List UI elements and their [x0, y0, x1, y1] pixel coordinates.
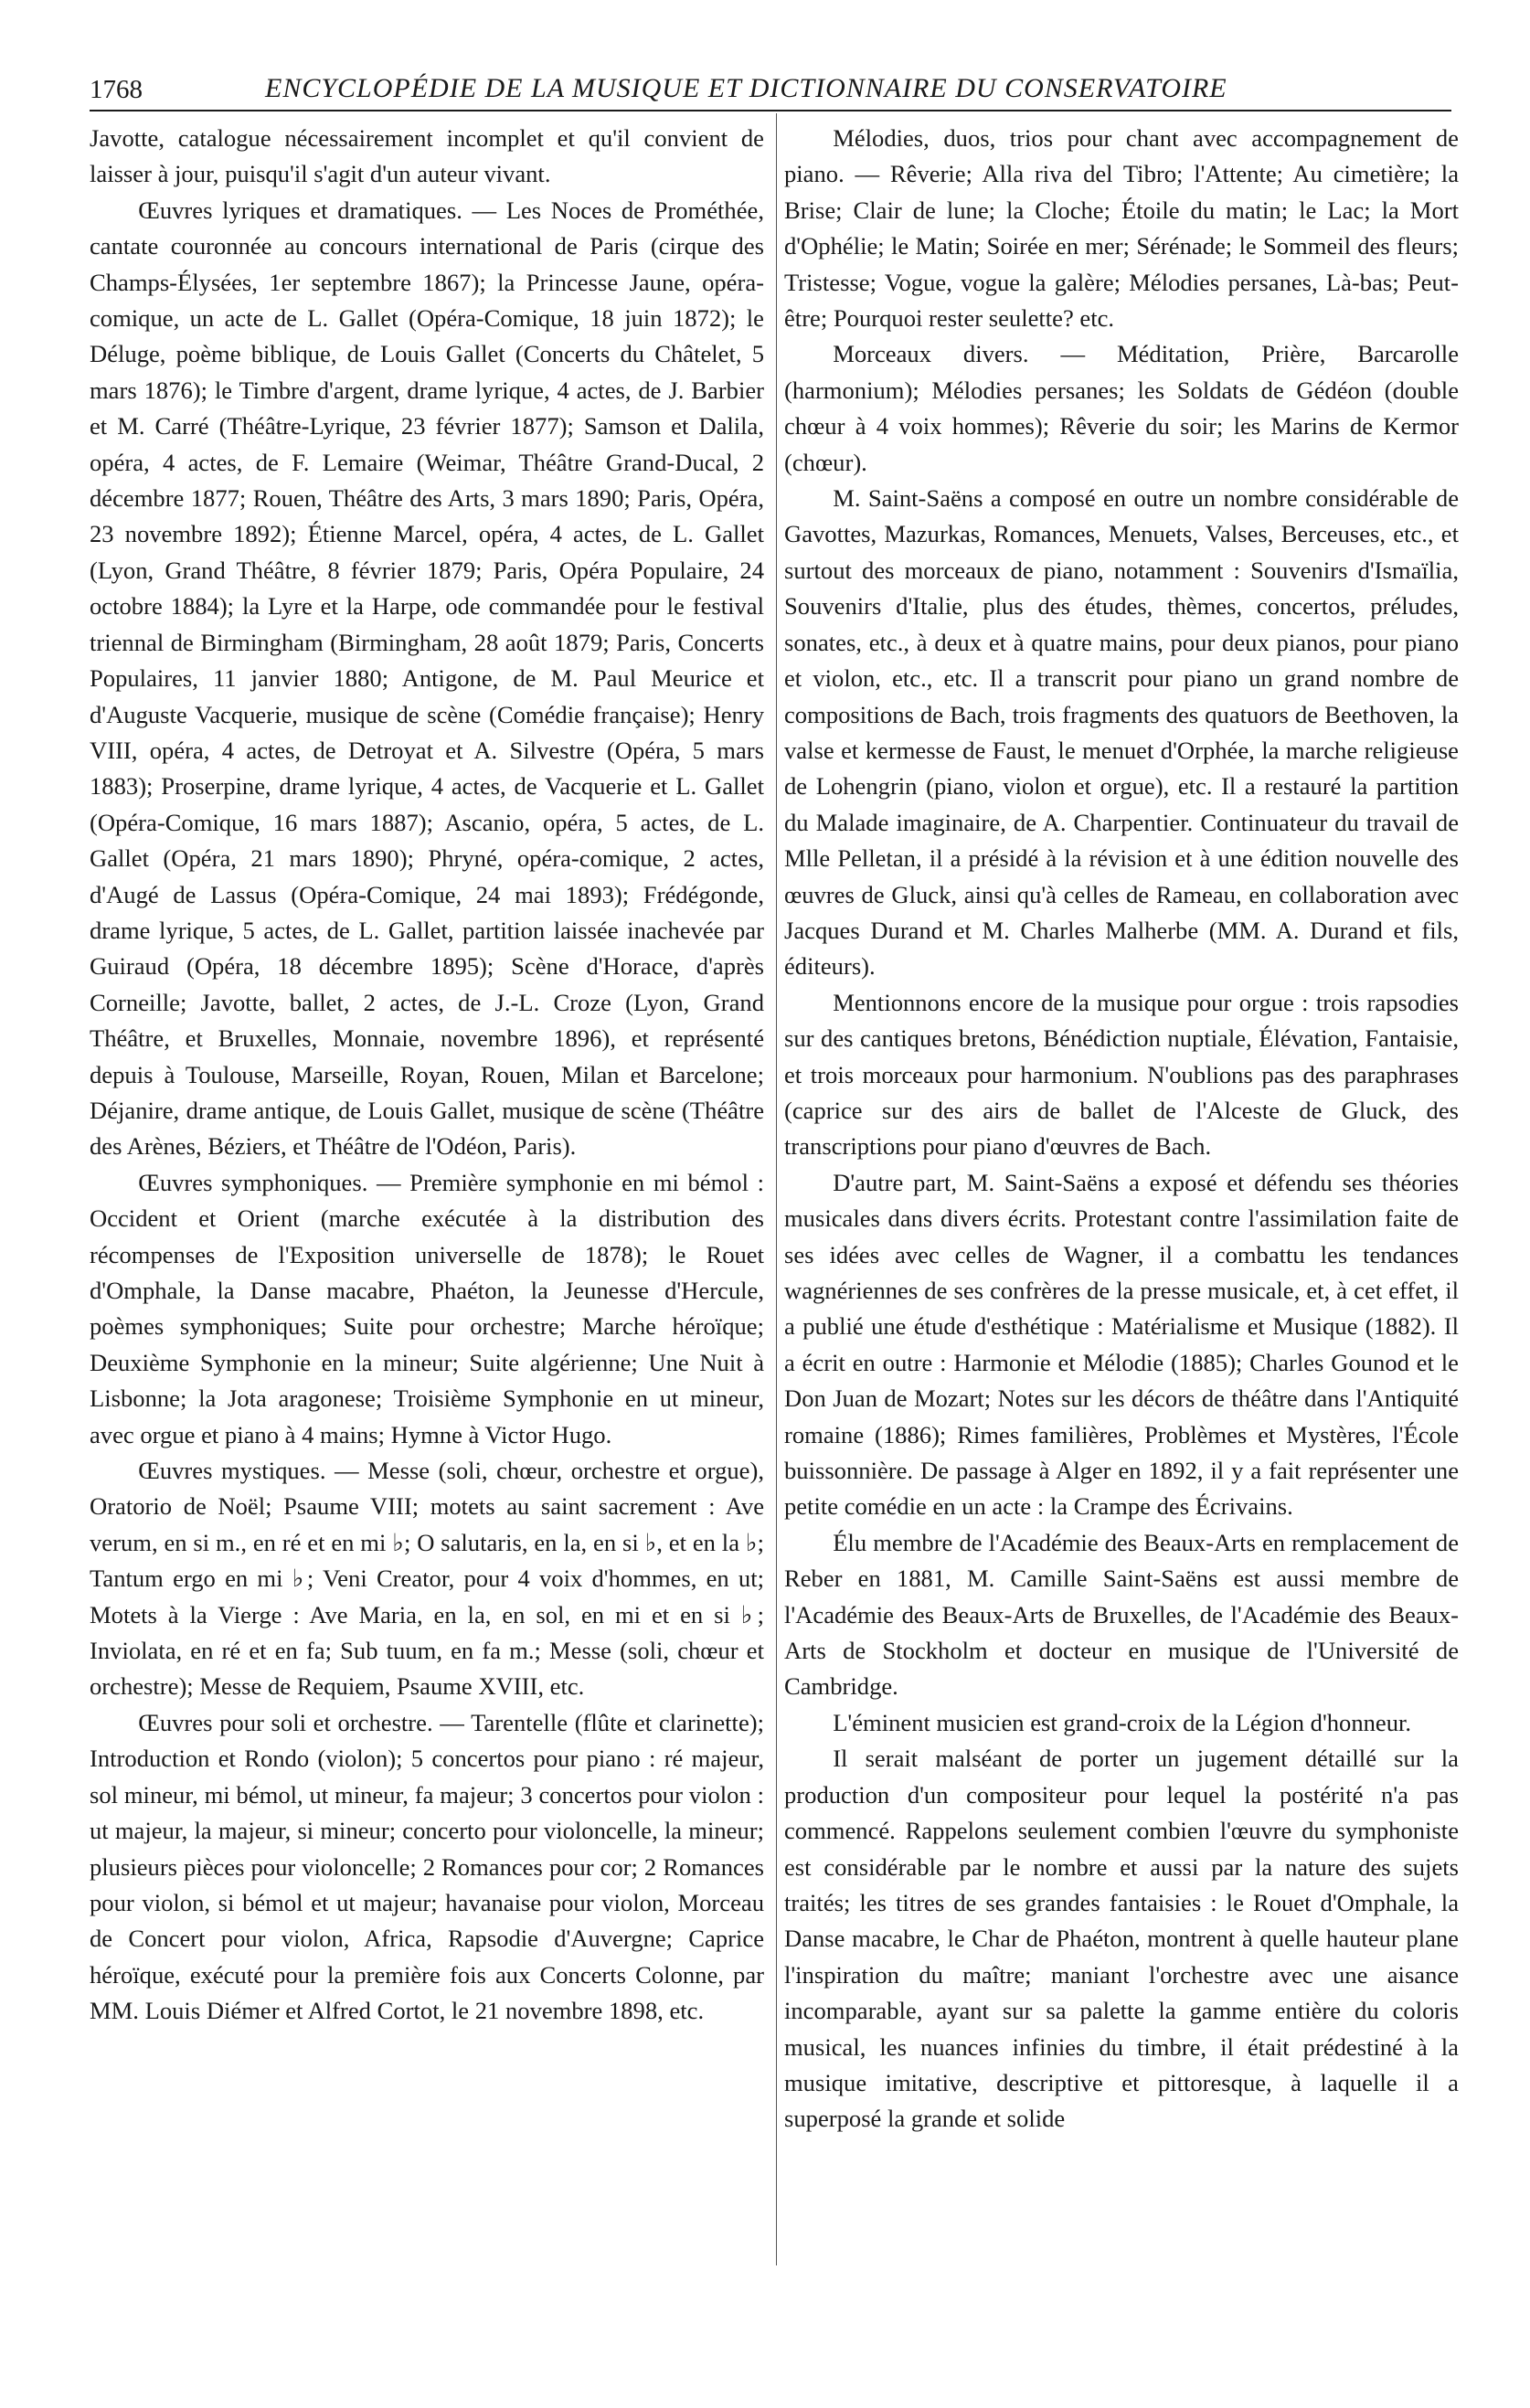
paragraph: Œuvres mystiques. — Messe (soli, chœur, orchestre et orgue), Oratorio de Noël; Psaume VIII; motets au saint sacrement : Ave verum, en si m., en ré et en mi ♭; O salutaris, en la, en si ♭, et en la ♭; Tantum ergo en mi ♭; Veni Creator, pour 4 voix d'hommes, en ut; Motets à la Vierge : Ave Maria, en la, en sol, en mi et en si ♭; Inviolata, en ré et en fa; Sub tuum, en fa m.; Messe (soli, chœur et orchestre); Messe de Requiem, Psaume XVIII, etc.: [90, 1457, 764, 1701]
paragraph: D'autre part, M. Saint-Saëns a exposé et défendu ses théories musicales dans divers écrits. Protestant contre l'assimilation faite de ses idées avec celles de Wagner, il a combattu les tendances wagnériennes de ses confrères de la presse musicale, et, à cet effet, il a publié une étude d'esthétique : Matérialisme et Musique (1882). Il a écrit en outre : Harmonie et Mélodie (1885); Charles Gounod et le Don Juan de Mozart; Notes sur les décors de théâtre dans l'Antiquité romaine (1886); Rimes familières, Problèmes et Mystères, l'École buissonnière. De passage à Alger en 1892, il y a fait représenter une petite comédie en un acte : la Crampe des Écrivains.: [784, 1168, 1459, 1521]
column-divider: [776, 113, 777, 2265]
paragraph: L'éminent musicien est grand-croix de la Légion d'honneur.: [833, 1708, 1412, 1736]
paragraph: M. Saint-Saëns a composé en outre un nombre considérable de Gavottes, Mazurkas, Romances, Menuets, Valses, Berceuses, etc., et surtout des morceaux de piano, notamment : Souvenirs d'Ismaïlia, Souvenirs d'Italie, plus des études, thèmes, concertos, préludes, sonates, etc., à deux et à quatre mains, pour deux pianos, pour piano et violon, etc., etc. Il a transcrit pour piano un grand nombre de compositions de Bach, trois fragments des quatuors de Beethoven, la valse et kermesse de Faust, le menuet d'Orphée, la marche religieuse de Lohengrin (piano, violon et orgue), etc. Il a restauré la partition du Malade imaginaire, de A. Charpentier. Continuateur du travail de Mlle Pelletan, il a présidé à la révision et à une édition nouvelle des œuvres de Gluck, ainsi qu'à celles de Rameau, en collaboration avec Jacques Durand et M. Charles Malherbe (MM. A. Durand et fils, éditeurs).: [784, 484, 1459, 981]
right-column: [784, 121, 1459, 2137]
paragraph: Il serait malséant de porter un jugement détaillé sur la production d'un compositeur pour lequel la postérité n'a pas commencé. Rappelons seulement combien l'œuvre du symphoniste est considérable par le nombre et aussi par la nature des sujets traités; les titres de ses grandes fantaisies : le Rouet d'Omphale, la Danse macabre, le Char de Phaéton, montrent à quelle hauteur plane l'inspiration du maître; maniant l'orchestre avec une aisance incomparable, ayant sur sa palette la gamme entière du coloris musical, les nuances infinies du timbre, il était prédestiné à la musique imitative, descriptive et pittoresque, à laquelle il a superposé la grande et solide: [784, 1745, 1459, 2133]
left-column: [90, 121, 764, 2030]
paragraph: Œuvres pour soli et orchestre. — Tarentelle (flûte et clarinette); Introduction et Rondo (violon); 5 concertos pour piano : ré majeur, sol mineur, mi bémol, ut mineur, fa majeur; 3 concertos pour violon : ut majeur, la majeur, si mineur; concerto pour violoncelle, la mineur; plusieurs pièces pour violoncelle; 2 Romances pour cor; 2 Romances pour violon, si bémol et ut majeur; havanaise pour violon, Morceau de Concert pour violon, Africa, Rapsodie d'Auvergne; Caprice héroïque, exécuté pour la première fois aux Concerts Colonne, par MM. Louis Diémer et Alfred Cortot, le 21 novembre 1898, etc.: [90, 1708, 764, 2025]
running-title: ENCYCLOPÉDIE DE LA MUSIQUE ET DICTIONNAIRE DU CONSERVATOIRE: [265, 73, 1227, 103]
paragraph: Mélodies, duos, trios pour chant avec accompagnement de piano. — Rêverie; Alla riva del Tibro; l'Attente; Au cimetière; la Brise; Clair de lune; la Cloche; Étoile du matin; le Lac; la Mort d'Ophélie; le Matin; Soirée en mer; Sérénade; le Sommeil des fleurs; Tristesse; Vogue, vogue la galère; Mélodies persanes, Là-bas; Peut-être; Pourquoi rester seulette? etc.: [784, 124, 1459, 333]
paragraph: Élu membre de l'Académie des Beaux-Arts en remplacement de Reber en 1881, M. Camille Saint-Saëns est aussi membre de l'Académie des Beaux-Arts de Bruxelles, de l'Académie des Beaux-Arts de Stockholm et docteur en musique de l'Université de Cambridge.: [784, 1528, 1459, 1701]
paragraph: Œuvres lyriques et dramatiques. — Les Noces de Prométhée, cantate couronnée au concours international de Paris (cirque des Champs-Élysées, 1er septembre 1867); la Princesse Jaune, opéra-comique, un acte de L. Gallet (Opéra-Comique, 18 juin 1872); le Déluge, poème biblique, de Louis Gallet (Concerts du Châtelet, 5 mars 1876); le Timbre d'argent, drame lyrique, 4 actes, de J. Barbier et M. Carré (Théâtre-Lyrique, 23 février 1877); Samson et Dalila, opéra, 4 actes, de F. Lemaire (Weimar, Théâtre Grand-Ducal, 2 décembre 1877; Rouen, Théâtre des Arts, 3 mars 1890; Paris, Opéra, 23 novembre 1892); Étienne Marcel, opéra, 4 actes, de L. Gallet (Lyon, Grand Théâtre, 8 février 1879; Paris, Opéra Populaire, 24 octobre 1884); la Lyre et la Harpe, ode commandée pour le festival triennal de Birmingham (Birmingham, 28 août 1879; Paris, Concerts Populaires, 11 janvier 1880; Antigone, de M. Paul Meurice et d'Auguste Vacquerie, musique de scène (Comédie française); Henry VIII, opéra, 4 actes, de Detroyat et A. Silvestre (Opéra, 5 mars 1883); Proserpine, drame lyrique, 4 actes, de Vacquerie et L. Gallet (Opéra-Comique, 16 mars 1887); Ascanio, opéra, 5 actes, de L. Gallet (Opéra, 21 mars 1890); Phryné, opéra-comique, 2 actes, d'Augé de Lassus (Opéra-Comique, 24 mai 1893); Frédégonde, drame lyrique, 5 actes, de L. Gallet, partition laissée inachevée par Guiraud (Opéra, 18 décembre 1895); Scène d'Horace, d'après Corneille; Javotte, ballet, 2 actes, de J.-L. Croze (Lyon, Grand Théâtre, et Bruxelles, Monnaie, novembre 1896), et représenté depuis à Toulouse, Marseille, Royan, Rouen, Milan et Barcelone; Déjanire, drame antique, de Louis Gallet, musique de scène (Théâtre des Arènes, Béziers, et Théâtre de l'Odéon, Paris).: [90, 196, 764, 1161]
paragraph: Javotte, catalogue nécessairement incomplet et qu'il convient de laisser à jour, puisqu'il s'agit d'un auteur vivant.: [90, 124, 764, 188]
paragraph: Mentionnons encore de la musique pour orgue : trois rapsodies sur des cantiques bretons, Bénédiction nuptiale, Élévation, Fantaisie, et trois morceaux pour harmonium. N'oublions pas des paraphrases (caprice sur des airs de ballet de l'Alceste de Gluck, des transcriptions pour piano d'œuvres de Bach.: [784, 988, 1459, 1161]
page-number: 1768: [90, 75, 143, 104]
page-header: [90, 73, 1451, 111]
paragraph: Morceaux divers. — Méditation, Prière, Barcarolle (harmonium); Mélodies persanes; les Soldats de Gédéon (double chœur à 4 voix hommes); Rêverie du soir; les Marins de Kermor (chœur).: [784, 340, 1459, 476]
paragraph: Œuvres symphoniques. — Première symphonie en mi bémol : Occident et Orient (marche exécutée à la distribution des récompenses de l'Exposition universelle de 1878); le Rouet d'Omphale, la Danse macabre, Phaéton, la Jeunesse d'Hercule, poèmes symphoniques; Suite pour orchestre; Marche héroïque; Deuxième Symphonie en la mineur; Suite algérienne; Une Nuit à Lisbonne; la Jota aragonese; Troisième Symphonie en ut mineur, avec orgue et piano à 4 mains; Hymne à Victor Hugo.: [90, 1168, 764, 1448]
